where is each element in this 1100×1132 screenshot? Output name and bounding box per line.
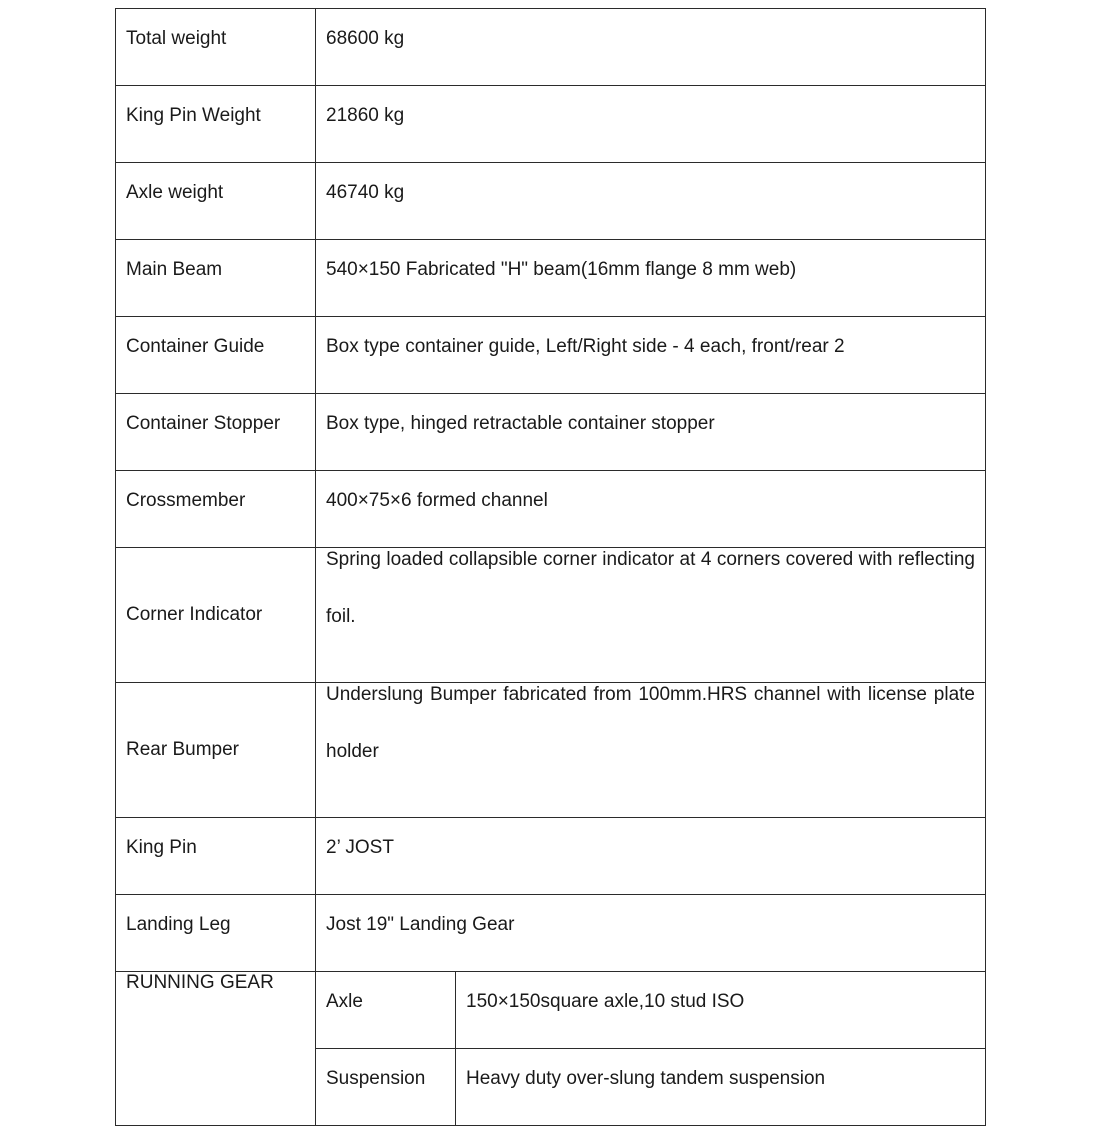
sub-row-label: Axle (316, 972, 456, 1049)
row-value: 21860 kg (316, 86, 986, 163)
table-row (116, 895, 986, 972)
table-row (116, 86, 986, 163)
table-row (116, 317, 986, 394)
row-label: Landing Leg (116, 895, 316, 972)
table-row (116, 548, 986, 683)
sub-row-value: Heavy duty over-slung tandem suspension (456, 1049, 986, 1126)
row-label: Container Stopper (116, 394, 316, 471)
row-value-text: Spring loaded collapsible corner indicator at 4 corners covered with reflecting foil. (326, 549, 975, 627)
row-label: Rear Bumper (116, 683, 316, 818)
table-row (116, 9, 986, 86)
row-value: 2’ JOST (316, 818, 986, 895)
row-value: 400×75×6 formed channel (316, 471, 986, 548)
table-row (116, 818, 986, 895)
row-label: King Pin (116, 818, 316, 895)
row-value (316, 683, 986, 818)
table-row (116, 972, 986, 1049)
row-value: 540×150 Fabricated "H" beam(16mm flange 8 mm web) (316, 240, 986, 317)
row-label: King Pin Weight (116, 86, 316, 163)
row-label: Corner Indicator (116, 548, 316, 683)
row-value: 68600 kg (316, 9, 986, 86)
row-value: Jost 19" Landing Gear (316, 895, 986, 972)
table-row (116, 240, 986, 317)
row-value: Box type container guide, Left/Right side - 4 each, front/rear 2 (316, 317, 986, 394)
table-row (116, 683, 986, 818)
sub-row-label: Suspension (316, 1049, 456, 1126)
row-label: Container Guide (116, 317, 316, 394)
table-row (116, 394, 986, 471)
running-gear-label: RUNNING GEAR (116, 972, 316, 1126)
row-value (316, 548, 986, 683)
spec-table (115, 8, 986, 1126)
row-value: Box type, hinged retractable container stopper (316, 394, 986, 471)
row-value: 46740 kg (316, 163, 986, 240)
row-label: Total weight (116, 9, 316, 86)
table-row (116, 163, 986, 240)
row-value-text: Underslung Bumper fabricated from 100mm.HRS channel with license plate holder (326, 684, 975, 762)
sub-row-value: 150×150square axle,10 stud ISO (456, 972, 986, 1049)
row-label: Crossmember (116, 471, 316, 548)
row-label: Axle weight (116, 163, 316, 240)
row-label: Main Beam (116, 240, 316, 317)
